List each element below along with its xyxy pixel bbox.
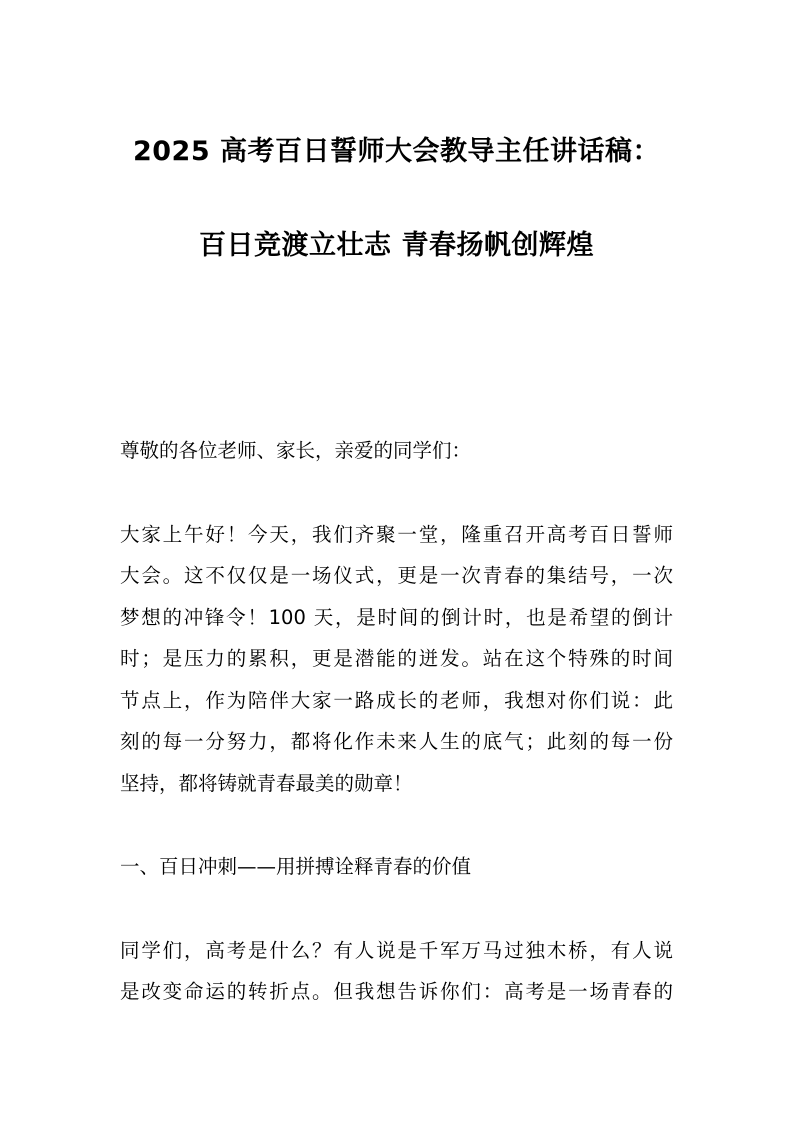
paragraph-2-line-1: 同学们，高考是什么？有人说是千军万马过独木桥，有人说 [120,939,673,962]
paragraph-1-line-2: 大会。这不仅仅是一场仪式，更是一次青春的集结号，一次 [120,564,673,587]
paragraph-1-line-7: 坚持，都将铸就青春最美的勋章！ [120,772,413,795]
paragraph-1-line-3: 梦想的冲锋令！100 天，是时间的倒计时，也是希望的倒计 [120,606,673,629]
paragraph-1-line-6: 刻的每一分努力，都将化作未来人生的底气；此刻的每一份 [120,730,673,753]
paragraph-1-line-4: 时；是压力的累积，更是潜能的迸发。站在这个特殊的时间 [120,647,673,670]
paragraph-2-line-2: 是改变命运的转折点。但我想告诉你们：高考是一场青春的 [120,980,673,1003]
paragraph-1-line-1: 大家上午好！今天，我们齐聚一堂，隆重召开高考百日誓师 [120,523,673,546]
section-1-heading: 一、百日冲刺——用拼搏诠释青春的价值 [120,855,472,878]
document-title-line-1: 2025 高考百日誓师大会教导主任讲话稿： [132,136,661,167]
salutation: 尊敬的各位老师、家长，亲爱的同学们： [120,439,472,462]
document-title-line-2: 百日竞渡立壮志 青春扬帆创辉煌 [199,230,594,261]
paragraph-1-line-5: 节点上，作为陪伴大家一路成长的老师，我想对你们说：此 [120,689,673,712]
